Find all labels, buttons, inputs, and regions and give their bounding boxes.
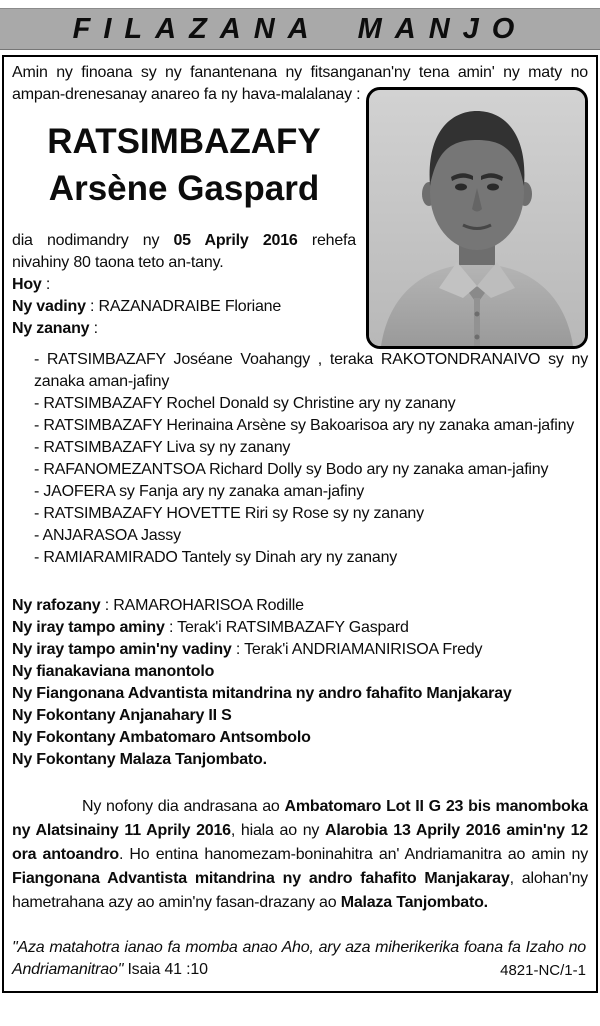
child-line: - ANJARASOA Jassy [34,527,181,544]
relative-label: Ny rafozany [12,597,101,614]
children-list [12,349,588,569]
verse-row [12,937,588,981]
child-line: - RATSIMBAZAFY Rochel Donald sy Christine ary ny zanany [34,395,456,412]
child-line: - RATSIMBAZAFY Liva sy ny zanany [34,439,291,456]
group-line: Ny Fokontany Anjanahary II S [12,707,232,724]
relation-line [12,318,356,340]
notice-box [2,55,598,993]
relative-value: Terak'i RATSIMBAZAFY Gaspard [177,619,409,636]
name-and-photo-row [12,106,588,349]
announcement-segment: Ny nofony dia andrasana ao [82,798,285,815]
relative-separator: : [231,641,245,658]
relation-separator: : [85,298,99,315]
announcement-segment: Ambatomaro Lot II G 23 bis manomboka ny Alatsinainy 11 Aprily 2016 [12,798,588,839]
group-line: Ny Fokontany Malaza Tanjombato. [12,751,267,768]
relation-line [12,296,356,318]
relation-separator: : [41,276,51,293]
child-line: - RATSIMBAZAFY Herinaina Arsène sy Bakoarisoa ary ny zanaka aman-jafiny [34,417,575,434]
relative-label: Ny iray tampo aminy [12,619,165,636]
reference-code: 4821-NC/1-1 [500,962,586,979]
death-date-segment: dia nodimandry ny [12,232,174,249]
announcement-segment: Malaza Tanjombato. [340,894,488,911]
relation-line [12,274,356,296]
portrait-photo [366,87,588,349]
child-line: - JAOFERA sy Fanja ary ny zanaka aman-jafiny [34,483,364,500]
relation-label: Ny vadiny [12,298,86,315]
portrait-illustration [369,90,585,346]
group-line: Ny Fiangonana Advantista mitandrina ny andro fahafito Manjakaray [12,685,512,702]
intro-text: Amin ny finoana sy ny fanantenana ny fitsanganan'ny tena amin' ny maty no ampan-drenesanay anareo fa ny hava-malalanay : [12,64,588,103]
child-line: - RAMIARAMIRADO Tantely sy Dinah ary ny zanany [34,549,398,566]
relative-label: Ny iray tampo amin'ny vadiny [12,641,232,658]
banner [0,8,600,50]
child-line: - RAFANOMEZANTSOA Richard Dolly sy Bodo ary ny zanaka aman-jafiny [34,461,549,478]
relative-line [12,617,588,639]
relative-value: Terak'i ANDRIAMANIRISOA Fredy [244,641,483,658]
group-line: Ny fianakaviana manontolo [12,663,215,680]
relative-value: RAMAROHARISOA Rodille [113,597,304,614]
relative-line [12,595,588,617]
death-date-segment: 05 Aprily 2016 [173,232,298,249]
death-date-line [12,230,356,274]
relative-separator: : [164,619,178,636]
child-line: - RATSIMBAZAFY HOVETTE Riri sy Rose sy ny zanany [34,505,424,522]
relative-separator: : [100,597,114,614]
funeral-announcement [12,795,588,915]
relation-separator: : [89,320,98,337]
verse-reference: Isaia 41 :10 [127,961,208,978]
child-line: - RATSIMBAZAFY Joséane Voahangy , teraka RAKOTONDRANAIVO sy ny zanaka aman-jafiny [34,351,588,390]
relation-label: Hoy [12,276,42,293]
announcement-segment: . Ho entina hanomezam-boninahitra an' Andriamanitra ao amin ny [118,846,588,863]
deceased-surname: RATSIMBAZAFY [47,122,321,161]
relations-list [12,274,356,340]
death-date-segment: rehefa nivahiny 80 taona teto an-tany. [12,232,356,271]
death-notice-page [0,8,600,993]
group-line: Ny Fokontany Ambatomaro Antsombolo [12,729,311,746]
relation-label: Ny zanany [12,320,90,337]
groups-list [12,661,588,771]
announcement-segment: Alarobia 13 Aprily 2016 amin'ny 12 ora antoandro [12,822,588,863]
relation-value: RAZANADRAIBE Floriane [98,298,282,315]
deceased-given-names: Arsène Gaspard [48,169,320,208]
relatives-list [12,595,588,661]
relative-line [12,639,588,661]
announcement-segment: , hiala ao ny [230,822,326,839]
left-column [12,106,356,349]
announcement-segment: , alohan'ny hametrahana azy ao amin'ny fasan-drazany ao [12,870,588,911]
banner-title: FILAZANA MANJO [72,13,528,45]
announcement-segment: Fiangonana Advantista mitandrina ny andro fahafito Manjakaray [12,870,510,887]
deceased-name [12,118,356,212]
verse-quote: "Aza matahotra ianao fa momba anao Aho, ary aza miherikerika foana fa Izaho no Andriamanitrao" [12,939,586,978]
